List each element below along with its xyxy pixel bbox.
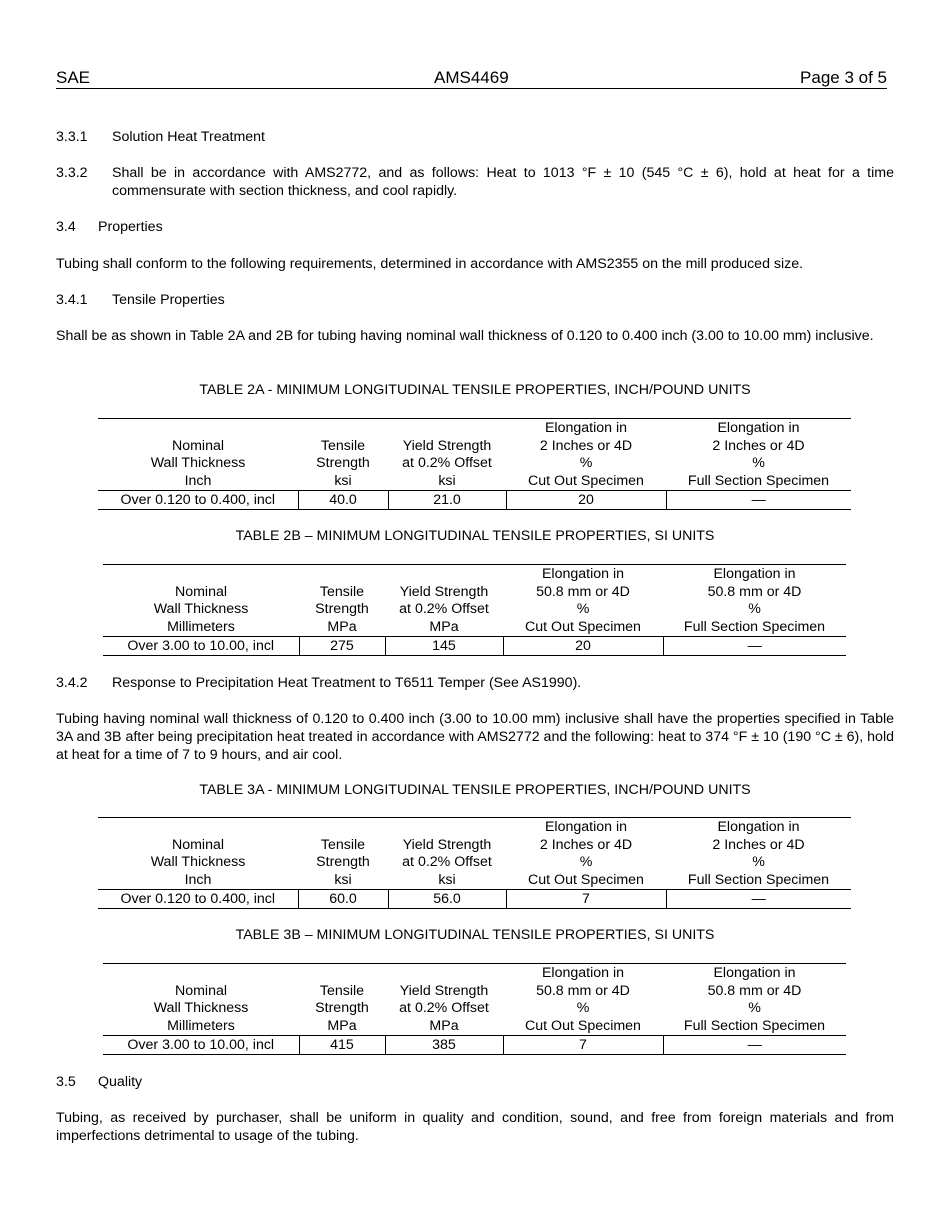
col-header-yield-strength: Yield Strength at 0.2% Offset MPa (385, 964, 503, 1036)
table-3a-caption: TABLE 3A - MINIMUM LONGITUDINAL TENSILE PROPERTIES, INCH/POUND UNITS (199, 782, 751, 798)
col-header-elongation-full-section: Elongation in 2 Inches or 4D % Full Section Specimen (666, 419, 851, 491)
section-text-line1: Shall be in accordance with AMS2772, and as follows: Heat to 1013 °F ± 10 (545 °C ± 6), hold at heat for a time (112, 165, 894, 181)
cell-yield-strength: 21.0 (388, 491, 506, 510)
section-3-5-heading (56, 1073, 894, 1091)
table-3b (103, 963, 846, 1055)
section-3-4-2-heading (56, 674, 894, 692)
col-header-yield-strength: Yield Strength at 0.2% Offset ksi (388, 419, 506, 491)
header-org: SAE (56, 68, 91, 87)
table-header-row (103, 964, 846, 1036)
cell-wall-thickness: Over 3.00 to 10.00, incl (127, 1036, 275, 1053)
paragraph-3-4-1: Shall be as shown in Table 2A and 2B for tubing having nominal wall thickness of 0.120 to 0.400 inch (3.00 to 10.00 mm) inclusive. (56, 328, 874, 344)
table-2a (98, 418, 851, 510)
section-number: 3.3.1 (56, 129, 88, 145)
section-number: 3.4 (56, 219, 76, 235)
cell-tensile-strength: 275 (299, 637, 385, 656)
cell-wall-thickness: Over 0.120 to 0.400, incl (120, 890, 276, 907)
table-header-row (98, 818, 851, 890)
section-title: Response to Precipitation Heat Treatment to T6511 Temper (See AS1990). (112, 675, 582, 691)
table-row (98, 890, 851, 909)
section-3-3-1-heading (56, 128, 894, 146)
cell-elongation-cut-out: 20 (506, 491, 666, 510)
table-row (98, 491, 851, 510)
cell-elongation-full-section: — (666, 491, 851, 510)
section-3-4-1-heading (56, 291, 894, 309)
col-header-wall-thickness: Nominal Wall Thickness Inch (98, 818, 298, 890)
col-header-elongation-cut-out: Elongation in 2 Inches or 4D % Cut Out Specimen (506, 818, 666, 890)
section-text-line2: commensurate with section thickness, and cool rapidly. (112, 183, 458, 199)
col-header-elongation-full-section: Elongation in 50.8 mm or 4D % Full Section Specimen (663, 964, 846, 1036)
paragraph-3-5: Tubing, as received by purchaser, shall be uniform in quality and condition, sound, and free from foreign materials and from imperfections detrimental to usage of the tubing. (56, 1110, 894, 1144)
table-row (103, 637, 846, 656)
col-header-elongation-cut-out: Elongation in 50.8 mm or 4D % Cut Out Specimen (503, 964, 663, 1036)
table-3a (98, 817, 851, 909)
col-header-elongation-full-section: Elongation in 50.8 mm or 4D % Full Section Specimen (663, 565, 846, 637)
paragraph-3-4: Tubing shall conform to the following requirements, determined in accordance with AMS2355 on the mill produced size. (56, 256, 804, 272)
section-title: Tensile Properties (112, 292, 225, 308)
table-header-row (98, 419, 851, 491)
section-3-3-2 (56, 164, 894, 200)
cell-elongation-cut-out: 7 (503, 1036, 663, 1055)
col-header-tensile-strength: Tensile Strength ksi (298, 818, 388, 890)
header-doc-number: AMS4469 (434, 68, 509, 87)
section-3-4-heading (56, 218, 894, 236)
cell-elongation-full-section: — (663, 637, 846, 656)
cell-elongation-full-section: — (666, 890, 851, 909)
section-number: 3.4.1 (56, 292, 88, 308)
cell-tensile-strength: 40.0 (298, 491, 388, 510)
table-header-row (103, 565, 846, 637)
section-title: Quality (98, 1074, 143, 1090)
section-number: 3.4.2 (56, 675, 88, 691)
section-number: 3.5 (56, 1074, 76, 1090)
cell-elongation-cut-out: 7 (506, 890, 666, 909)
col-header-wall-thickness: Nominal Wall Thickness Millimeters (103, 964, 299, 1036)
table-2a-caption: TABLE 2A - MINIMUM LONGITUDINAL TENSILE PROPERTIES, INCH/POUND UNITS (199, 382, 751, 398)
cell-wall-thickness: Over 3.00 to 10.00, incl (127, 637, 275, 654)
col-header-tensile-strength: Tensile Strength ksi (298, 419, 388, 491)
cell-wall-thickness: Over 0.120 to 0.400, incl (120, 491, 276, 508)
page-header (56, 68, 887, 89)
cell-tensile-strength: 60.0 (298, 890, 388, 909)
section-title: Properties (98, 219, 163, 235)
cell-elongation-cut-out: 20 (503, 637, 663, 656)
cell-yield-strength: 385 (385, 1036, 503, 1055)
table-3b-caption: TABLE 3B – MINIMUM LONGITUDINAL TENSILE PROPERTIES, SI UNITS (235, 927, 715, 943)
cell-tensile-strength: 415 (299, 1036, 385, 1055)
col-header-elongation-full-section: Elongation in 2 Inches or 4D % Full Section Specimen (666, 818, 851, 890)
table-2b-caption: TABLE 2B – MINIMUM LONGITUDINAL TENSILE PROPERTIES, SI UNITS (235, 528, 715, 544)
section-number: 3.3.2 (56, 165, 88, 181)
col-header-wall-thickness: Nominal Wall Thickness Millimeters (103, 565, 299, 637)
paragraph-3-4-2: Tubing having nominal wall thickness of 0.120 to 0.400 inch (3.00 to 10.00 mm) inclusive shall have the properties specified in Table 3A and 3B after being precipitation heat treated in accordance with AMS2772 and the following: heat to 374 °F ± 10 (190 °C ± 6), hold at heat for a time of 7 to 9 hours, and air cool. (56, 711, 894, 763)
cell-yield-strength: 145 (385, 637, 503, 656)
col-header-wall-thickness: Nominal Wall Thickness Inch (98, 419, 298, 491)
col-header-tensile-strength: Tensile Strength MPa (299, 565, 385, 637)
cell-yield-strength: 56.0 (388, 890, 506, 909)
section-title: Solution Heat Treatment (112, 129, 265, 145)
table-2b (103, 564, 846, 656)
col-header-elongation-cut-out: Elongation in 50.8 mm or 4D % Cut Out Specimen (503, 565, 663, 637)
col-header-elongation-cut-out: Elongation in 2 Inches or 4D % Cut Out Specimen (506, 419, 666, 491)
header-page-number: Page 3 of 5 (800, 68, 887, 87)
cell-elongation-full-section: — (663, 1036, 846, 1055)
col-header-yield-strength: Yield Strength at 0.2% Offset MPa (385, 565, 503, 637)
col-header-tensile-strength: Tensile Strength MPa (299, 964, 385, 1036)
col-header-yield-strength: Yield Strength at 0.2% Offset ksi (388, 818, 506, 890)
table-row (103, 1036, 846, 1055)
